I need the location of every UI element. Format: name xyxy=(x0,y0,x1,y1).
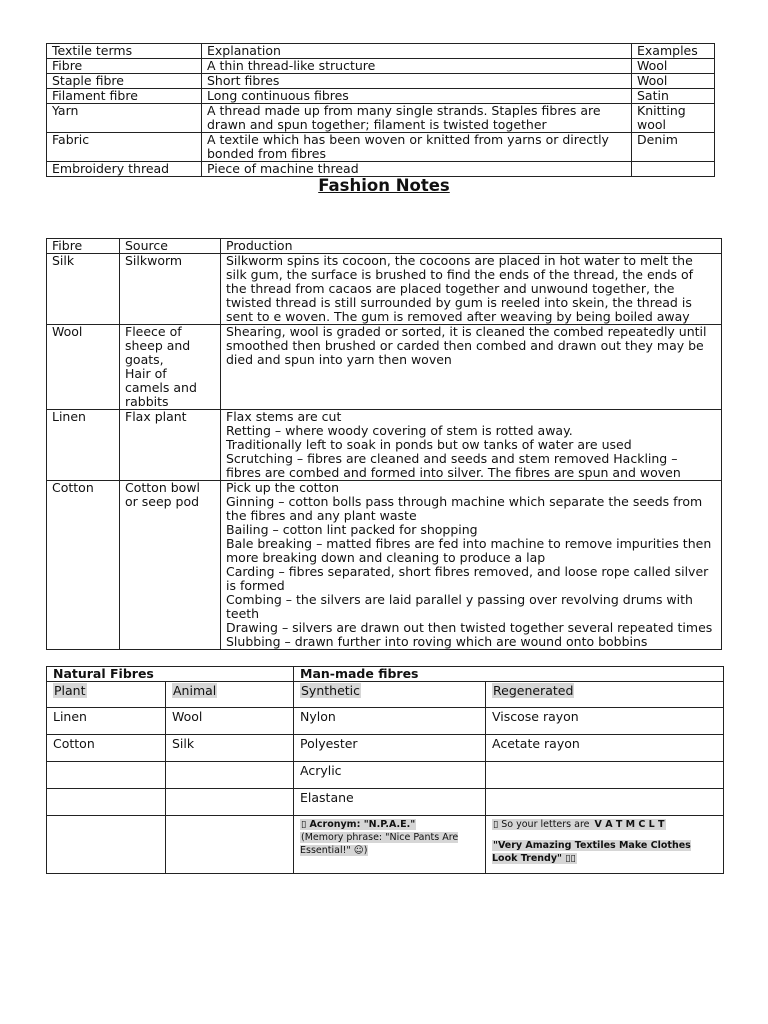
table-row xyxy=(47,133,715,162)
synthetic-cell: Nylon xyxy=(294,708,486,735)
source-cell: Fleece of sheep and goats, Hair of camels and rabbits xyxy=(120,325,221,410)
table-row xyxy=(47,254,722,325)
header-cell: Textile terms xyxy=(47,44,202,59)
term-cell: Fabric xyxy=(47,133,202,162)
fibre-cell: Wool xyxy=(47,325,120,410)
table-row xyxy=(47,410,722,481)
synthetic-header: Synthetic xyxy=(294,682,486,708)
plant-cell: Cotton xyxy=(47,735,166,762)
synthetic-cell: Elastane xyxy=(294,789,486,816)
table-row xyxy=(47,735,724,762)
production-cell: Flax stems are cut Retting – where woody covering of stem is rotted away. Traditionally left to soak in ponds but ow tanks of water are used Scrutching – fibres are cleaned and seeds and stem removed Hackling – fibres are combed and formed into silver. The fibres are spun and woven xyxy=(221,410,722,481)
header-cell: Explanation xyxy=(202,44,632,59)
example-cell: Wool xyxy=(632,59,715,74)
term-cell: Filament fibre xyxy=(47,89,202,104)
synthetic-cell: Polyester xyxy=(294,735,486,762)
source-cell: Flax plant xyxy=(120,410,221,481)
fibre-production-table xyxy=(46,238,722,650)
plant-cell xyxy=(47,789,166,816)
table-row xyxy=(47,708,724,735)
table-row xyxy=(47,74,715,89)
explanation-cell: Piece of machine thread xyxy=(202,162,632,177)
letters: V A T M C L T xyxy=(594,819,665,830)
explanation-cell: Long continuous fibres xyxy=(202,89,632,104)
acronym-label: ▯ Acronym: "N.P.A.E." xyxy=(301,819,416,830)
regenerated-mnemonic xyxy=(486,816,724,874)
source-cell: Cotton bowl or seep pod xyxy=(120,481,221,650)
fibre-cell: Silk xyxy=(47,254,120,325)
example-cell: Denim xyxy=(632,133,715,162)
table-row xyxy=(47,481,722,650)
header-cell: Examples xyxy=(632,44,715,59)
source-cell: Silkworm xyxy=(120,254,221,325)
natural-fibres-header: Natural Fibres xyxy=(47,667,294,682)
production-cell: Pick up the cotton Ginning – cotton bolls pass through machine which separate the seeds from the fibres and any plant waste Bailing – cotton lint packed for shopping Bale breaking – matted fibres are fed into machine to remove impurities then more breaking down and cleaning to produce a lap Carding – fibres separated, short fibres removed, and loose rope called silver is formed Combing – the silvers are laid parallel y passing over revolving drums with teeth Drawing – silvers are drawn out then twisted together several repeated times Slubbing – drawn further into roving which are wound onto bobbins xyxy=(221,481,722,650)
regenerated-cell: Viscose rayon xyxy=(486,708,724,735)
header-cell: Fibre xyxy=(47,239,120,254)
animal-header: Animal xyxy=(166,682,294,708)
term-cell: Yarn xyxy=(47,104,202,133)
header-cell: Source xyxy=(120,239,221,254)
animal-cell xyxy=(166,816,294,874)
regenerated-cell xyxy=(486,789,724,816)
term-cell: Fibre xyxy=(47,59,202,74)
regenerated-cell xyxy=(486,762,724,789)
explanation-cell: A textile which has been woven or knitted from yarns or directly bonded from fibres xyxy=(202,133,632,162)
header-cell: Production xyxy=(221,239,722,254)
synthetic-cell: Acrylic xyxy=(294,762,486,789)
plant-header: Plant xyxy=(47,682,166,708)
explanation-cell: Short fibres xyxy=(202,74,632,89)
mnemonic-row xyxy=(47,816,724,874)
animal-cell xyxy=(166,762,294,789)
classification-header-row xyxy=(47,667,724,682)
fibre-classification-table xyxy=(46,666,724,874)
manmade-fibres-header: Man-made fibres xyxy=(294,667,724,682)
plant-cell: Linen xyxy=(47,708,166,735)
plant-cell xyxy=(47,816,166,874)
table-header-row xyxy=(47,239,722,254)
example-cell: Knitting wool xyxy=(632,104,715,133)
memory-phrase: (Memory phrase: "Nice Pants Are Essential!" ☺) xyxy=(300,832,459,856)
example-cell xyxy=(632,162,715,177)
fibre-cell: Linen xyxy=(47,410,120,481)
textile-terms-table xyxy=(46,43,715,177)
regenerated-header: Regenerated xyxy=(486,682,724,708)
table-row xyxy=(47,162,715,177)
table-row xyxy=(47,789,724,816)
term-cell: Staple fibre xyxy=(47,74,202,89)
explanation-cell: A thread made up from many single strands. Staples fibres are drawn and spun together; filament is twisted together xyxy=(202,104,632,133)
fibre-cell: Cotton xyxy=(47,481,120,650)
letters-intro: ▯ So your letters are xyxy=(493,819,593,830)
term-cell: Embroidery thread xyxy=(47,162,202,177)
example-cell: Wool xyxy=(632,74,715,89)
example-cell: Satin xyxy=(632,89,715,104)
animal-cell: Wool xyxy=(166,708,294,735)
regenerated-cell: Acetate rayon xyxy=(486,735,724,762)
production-cell: Shearing, wool is graded or sorted, it is cleaned the combed repeatedly until smoothed then brushed or carded then combed and drawn out they may be died and spun into yarn then woven xyxy=(221,325,722,410)
animal-cell: Silk xyxy=(166,735,294,762)
animal-cell xyxy=(166,789,294,816)
page-title: Fashion Notes xyxy=(318,176,450,195)
subheader-row xyxy=(47,682,724,708)
production-cell: Silkworm spins its cocoon, the cocoons are placed in hot water to melt the silk gum, the surface is brushed to find the ends of the thread, the ends of the thread from cacaos are placed together and unwound together, the twisted thread is still surrounded by gum is reeled into skein, the thread is sent to e woven. The gum is removed after weaving by being boiled away xyxy=(221,254,722,325)
mnemonic-phrase: "Very Amazing Textiles Make Clothes Look Trendy" ▯▯ xyxy=(492,840,691,864)
table-row xyxy=(47,104,715,133)
explanation-cell: A thin thread-like structure xyxy=(202,59,632,74)
table-row xyxy=(47,325,722,410)
plant-cell xyxy=(47,762,166,789)
table-row xyxy=(47,762,724,789)
table-header-row xyxy=(47,44,715,59)
table-row xyxy=(47,89,715,104)
synthetic-mnemonic xyxy=(294,816,486,874)
table-row xyxy=(47,59,715,74)
